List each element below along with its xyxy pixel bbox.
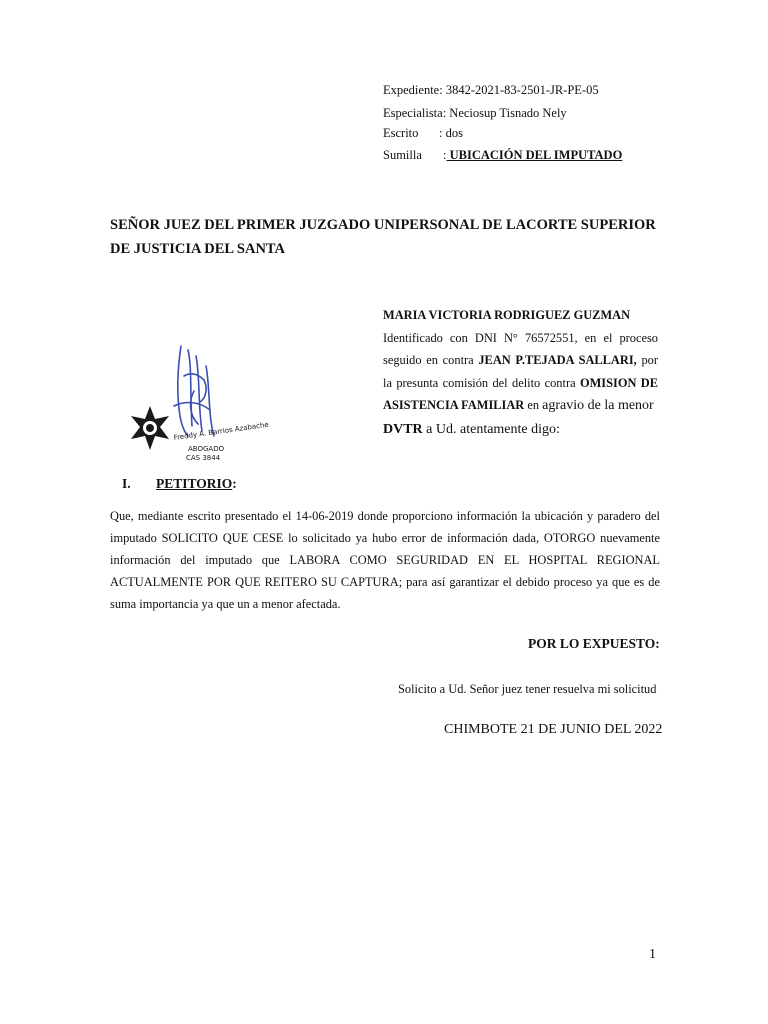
escrito-value: : dos [439,126,463,140]
place-date: CHIMBOTE 21 DE JUNIO DEL 2022 [444,722,663,737]
party-block [383,304,658,441]
section-colon: : [232,476,237,491]
section-number: I. [122,476,131,491]
especialista-value: Neciosup Tisnado Nely [449,106,567,120]
section-label: PETITORIO [156,476,233,491]
party-name: MARIA VICTORIA RODRIGUEZ GUZMAN [383,308,631,322]
signature-scribble [174,346,214,436]
party-text-5: a Ud. atentamente digo: [422,421,560,437]
section-petitorio-title [122,476,237,492]
page-number: 1 [649,947,656,962]
addressee-line-1: SEÑOR JUEZ DEL PRIMER JUZGADO UNIPERSONAL DE LACORTE SUPERIOR [110,217,656,233]
sumilla-label: Sumilla [383,148,422,162]
lawyer-seal [126,336,270,466]
defendant-name: JEAN P.TEJADA SALLARI, [478,353,637,367]
petitorio-body: Que, mediante escrito presentado el 14-06-2019 donde proporciono información la ubicación y paradero del imputado SOLICITO QUE CESE lo solicitado ya hubo error de información dada, OTORGO nuevamente información del imputado que LABORA COMO SEGURIDAD EN EL HOSPITAL REGIONAL ACTUALMENTE POR QUE REITERO SU CAPTURA; para así garantizar el debido proceso ya que es de suma importancia ya que un a menor afectada. [110,509,660,611]
por-lo-expuesto: POR LO EXPUESTO: [528,636,660,651]
addressee-line-2: DE JUSTICIA DEL SANTA [110,241,285,257]
party-text-1: Identificado con DNI N° 76572551, en el proceso seguido en contra [383,330,658,367]
expediente-value: 3842-2021-83-2501-JR-PE-05 [445,83,599,97]
stamp-name-text: Freddy A. Barrios Azabache [173,420,270,442]
escrito-label: Escrito [383,126,419,140]
stamp-cas-text: CAS 3844 [186,454,221,462]
minor-initials: DVTR [383,421,423,437]
escrito-line [383,126,463,141]
party-description [383,327,658,442]
addressee-heading [110,213,670,261]
badge-star-icon [131,406,169,450]
party-text-3: en [524,398,543,412]
party-text-2: por la presunta comisión del delito contra [383,353,658,390]
party-text-4: agravio de la menor [542,398,654,413]
expediente-line [383,83,599,98]
expediente-label: Expediente: [383,83,443,97]
crime-name: OMISION DE ASISTENCIA FAMILIAR [383,375,659,412]
especialista-label: Especialista: [383,106,447,120]
sumilla-colon: : [443,148,447,162]
especialista-line [383,106,567,121]
sumilla-value: UBICACIÓN DEL IMPUTADO [446,148,623,162]
solicito-line: Solicito a Ud. Señor juez tener resuelva mi solicitud [398,682,657,696]
stamp-title-text: ABOGADO [188,445,225,453]
sumilla-line [383,148,622,163]
